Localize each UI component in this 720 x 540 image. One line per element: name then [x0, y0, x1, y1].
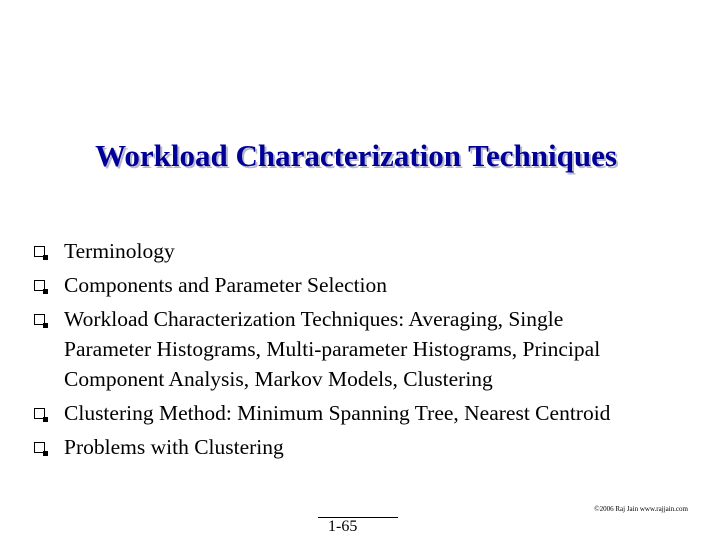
bullet-text-line-1: Workload Characterization Techniques: Averaging, Single — [64, 307, 564, 331]
bullet-text: Terminology — [64, 239, 175, 263]
bullet-text: Problems with Clustering — [64, 435, 284, 459]
hollow-square-bullet-icon — [34, 280, 45, 291]
hollow-square-bullet-icon — [34, 408, 45, 419]
bullet-item-components — [34, 270, 714, 300]
bullet-list — [34, 236, 714, 466]
copyright-notice: ©2006 Raj Jain www.rajjain.com — [594, 505, 688, 513]
hollow-square-bullet-icon — [34, 314, 45, 325]
hollow-square-bullet-icon — [34, 246, 45, 257]
bullet-text: Components and Parameter Selection — [64, 273, 388, 297]
bullet-item-clustering-method — [34, 398, 714, 428]
bullet-item-terminology — [34, 236, 714, 266]
bullet-item-problems — [34, 432, 714, 462]
hollow-square-bullet-icon — [34, 442, 45, 453]
slide-title: Workload Characterization Techniques — [95, 138, 617, 173]
bullet-text-line-2: Parameter Histograms, Multi-parameter Histograms, Principal — [64, 337, 601, 361]
bullet-text: Clustering Method: Minimum Spanning Tree, Nearest Centroid — [64, 401, 611, 425]
bullet-item-techniques — [34, 304, 714, 394]
page-number: 1-65 — [328, 518, 358, 535]
bullet-text-line-3: Component Analysis, Markov Models, Clustering — [64, 367, 493, 391]
